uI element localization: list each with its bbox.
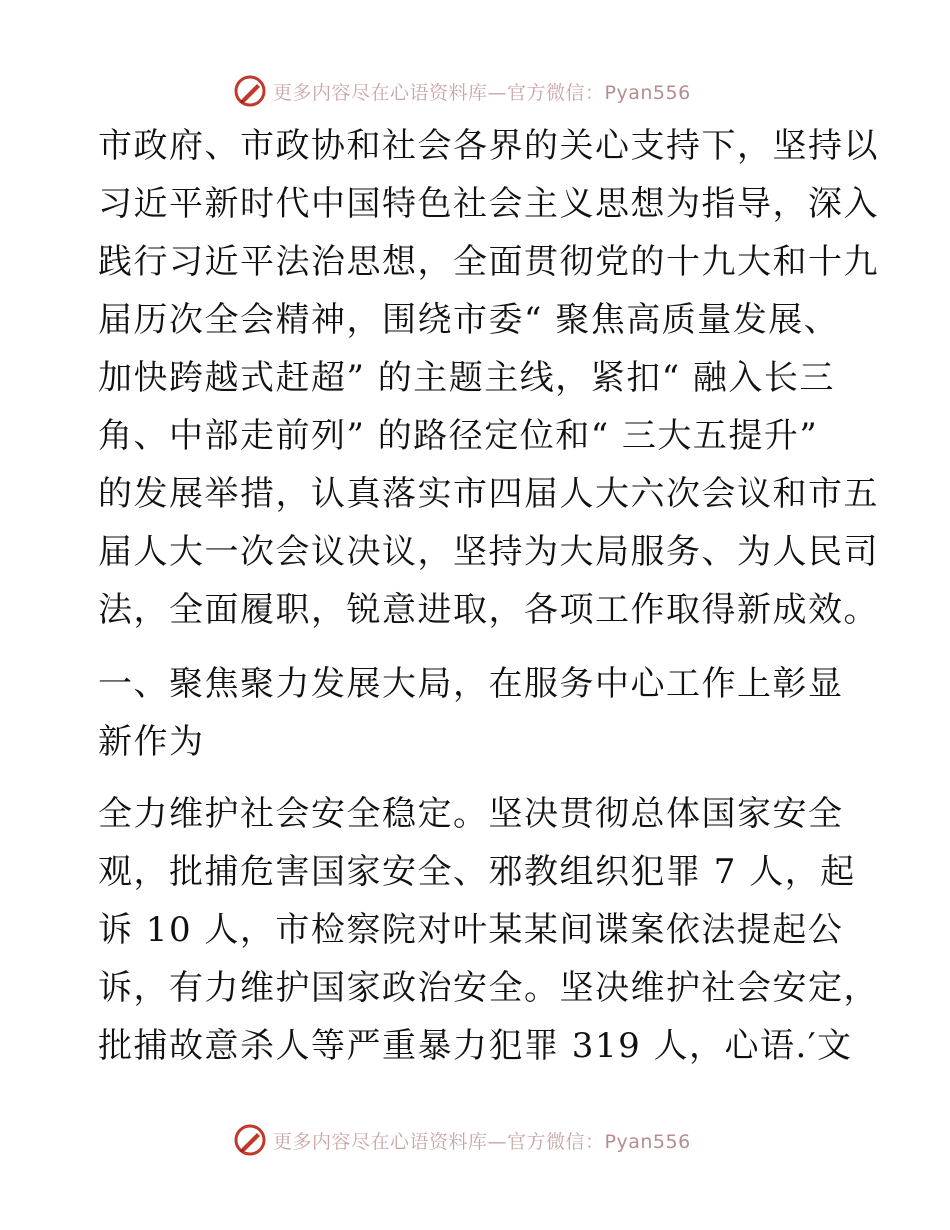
watermark-text: 更多内容尽在心语资料库—官方微信：Pyan556 [273,81,691,104]
text-line: 诉 10 人，市检察院对叶某某间谍案依法提起公 [98,910,844,950]
heading-line: 新作为 [98,722,205,762]
paragraph-intro [98,117,879,639]
text-line: 观，批捕危害国家安全、邪教组织犯罪 7 人，起 [98,852,856,892]
text-line: 全力维护社会安全稳定。坚决贯彻总体国家安全 [98,794,844,834]
header-watermark-banner [0,68,950,112]
text-line: 角、中部走前列” 的路径定位和“ 三大五提升” [98,416,819,456]
footer-watermark-banner [0,1117,950,1161]
text-line: 的发展举措，认真落实市四届人大六次会议和市五 [98,474,879,514]
watermark-row [233,1123,691,1157]
paragraph-security [98,785,879,1075]
text-line: 法，全面履职，锐意进取，各项工作取得新成效。 [98,590,879,630]
text-line: 习近平新时代中国特色社会主义思想为指导，深入 [98,184,879,224]
text-line: 诉，有力维护国家政治安全。坚决维护社会安定， [98,968,879,1008]
text-line: 届人大一次会议决议，坚持为大局服务、为人民司 [98,532,879,572]
pen-logo-icon [233,1123,267,1157]
heading-line: 一、聚焦聚力发展大局，在服务中心工作上彰显 [98,664,844,704]
text-line: 届历次全会精神，围绕市委“ 聚焦高质量发展、 [98,300,840,340]
text-line: 加快跨越式赶超” 的主题主线，紧扣“ 融入长三 [98,358,835,398]
pen-logo-icon [233,74,267,108]
text-line: 践行习近平法治思想，全面贯彻党的十九大和十九 [98,242,879,282]
watermark-row [233,74,691,108]
text-line: 市政府、市政协和社会各界的关心支持下，坚持以 [98,126,879,166]
section-heading [98,655,858,771]
watermark-text: 更多内容尽在心语资料库—官方微信：Pyan556 [273,1130,691,1153]
document-body [98,117,879,1075]
text-line: 批捕故意杀人等严重暴力犯罪 319 人，心语.′文 [98,1026,853,1066]
